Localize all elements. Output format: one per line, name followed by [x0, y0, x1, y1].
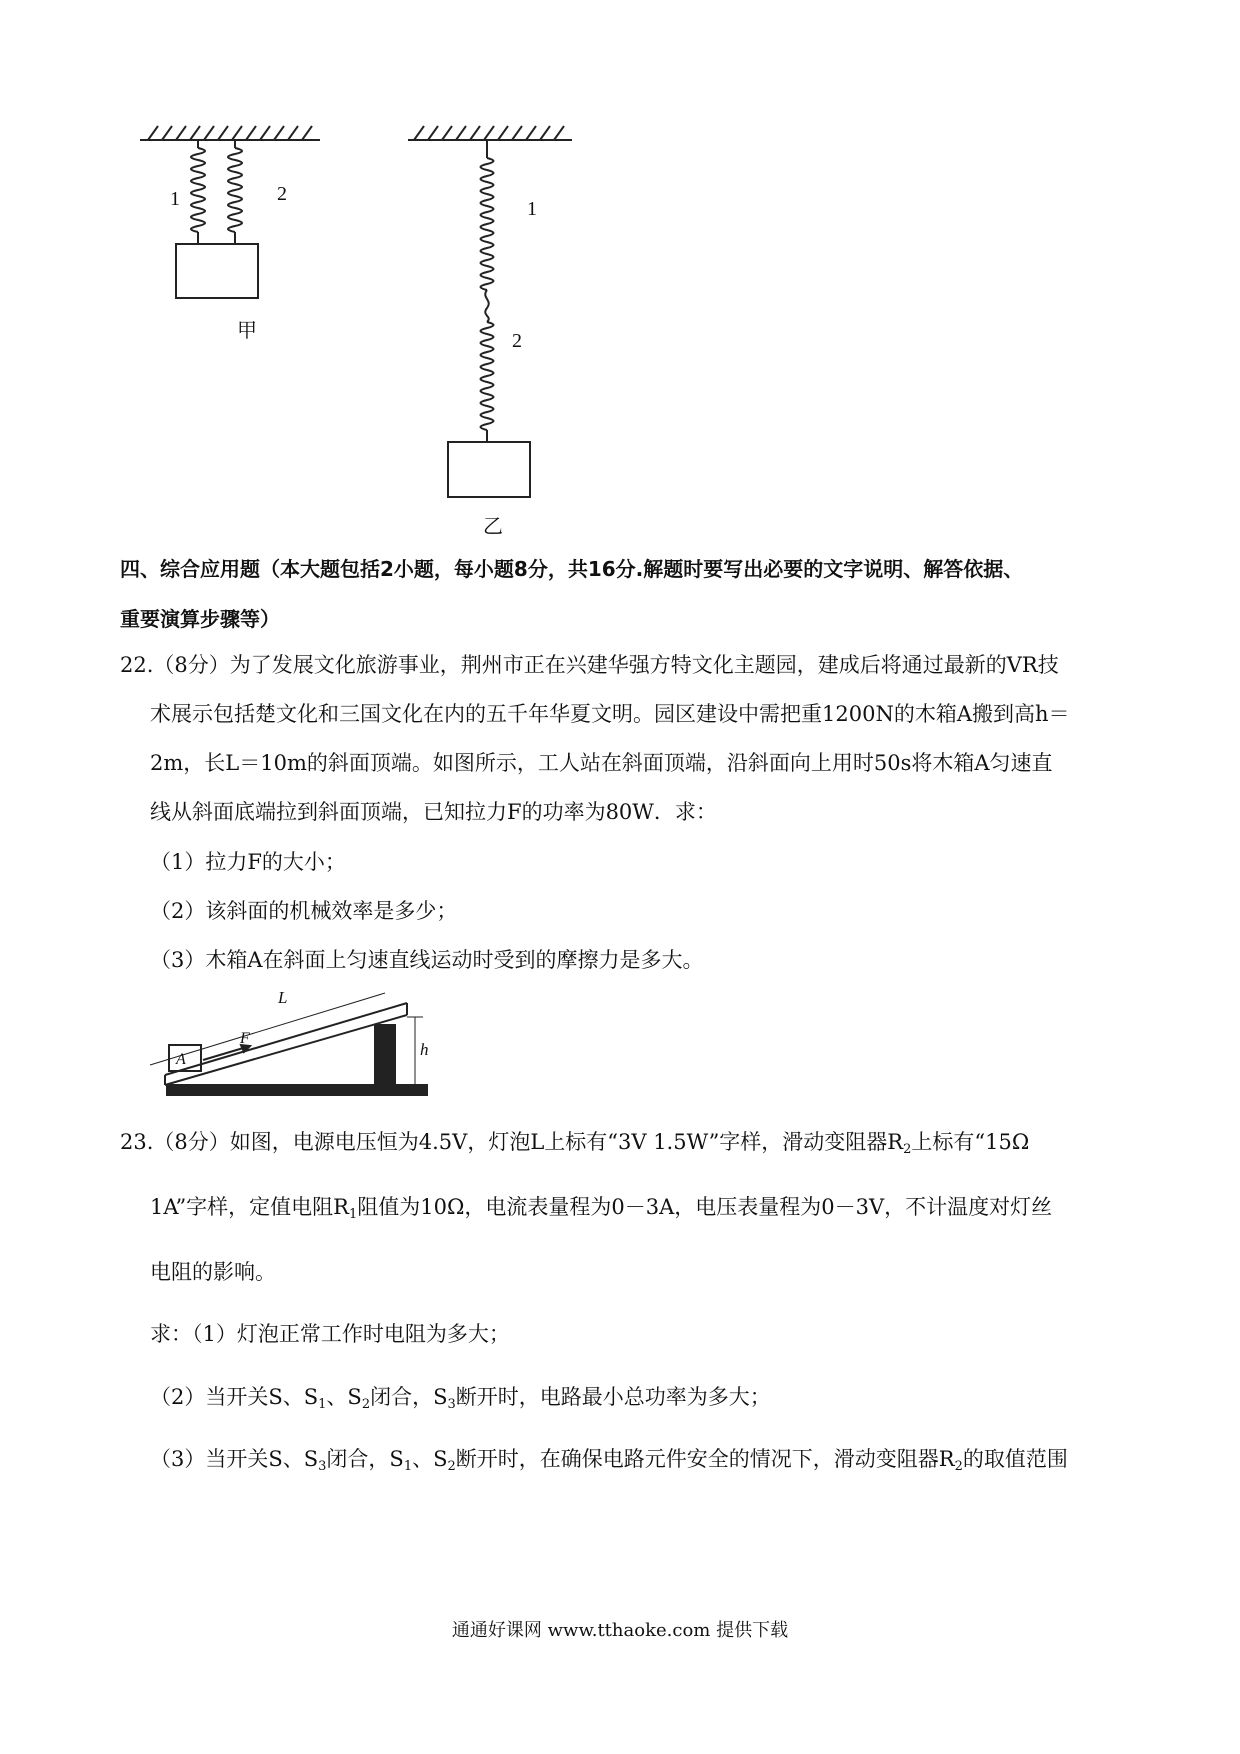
- yi-spring1-label: 1: [527, 198, 537, 220]
- section4-heading-line1: 四、综合应用题（本大题包括2小题，每小题8分，共16分.解题时要写出必要的文字说明、解答依据、: [120, 557, 1024, 581]
- q22-line2: 术展示包括楚文化和三国文化在内的五千年华夏文明。园区建设中需把重1200N的木箱A搬到高h＝: [150, 702, 1070, 726]
- q23-line1-subscript: 2: [903, 1142, 912, 1157]
- q23-sub3-s4: 2: [954, 1459, 963, 1474]
- q23-line1-text-b: 上标有“15Ω: [911, 1130, 1030, 1154]
- figure-yi-springs-series: [400, 120, 580, 500]
- q23-sub2: [150, 1381, 771, 1412]
- q23-sub3-s3: 3: [318, 1459, 327, 1474]
- incline-label-L: L: [278, 988, 288, 1007]
- q23-line3: 电阻的影响。: [150, 1260, 276, 1284]
- q22-line3: 2m，长L＝10m的斜面顶端。如图所示，工人站在斜面顶端，沿斜面向上用时50s将木箱A匀速直: [150, 751, 1053, 775]
- q23-sub3-d: 断开时，在确保电路元件安全的情况下，滑动变阻器R: [455, 1447, 955, 1471]
- figure-jia-springs-parallel: [140, 120, 320, 350]
- yi-spring2-label: 2: [512, 330, 522, 352]
- q22-sub2: （2）该斜面的机械效率是多少；: [150, 899, 458, 923]
- q23-sub2-d: 断开时，电路最小总功率为多大；: [455, 1385, 771, 1409]
- q23-sub2-b: 、S: [326, 1385, 362, 1409]
- q23-sub3: [150, 1443, 1068, 1474]
- q23-sub2-s2: 2: [361, 1397, 371, 1412]
- q23-line2-text-b: 阻值为10Ω，电流表量程为0－3A，电压表量程为0－3V，不计温度对灯丝: [357, 1195, 1053, 1219]
- incline-label-h: h: [420, 1040, 429, 1059]
- q23-line2: [150, 1191, 1052, 1222]
- q23-line2-text-a: 1A”字样，定值电阻R: [150, 1195, 349, 1219]
- q23-sub1: 求：（1）灯泡正常工作时电阻为多大；: [150, 1322, 510, 1346]
- q23-sub2-a: （2）当开关S、S: [150, 1385, 319, 1409]
- q23-sub2-c: 闭合，S: [370, 1385, 448, 1409]
- incline-label-A: A: [176, 1051, 186, 1068]
- q23-sub3-a: （3）当开关S、S: [150, 1447, 319, 1471]
- figure-incline: [145, 985, 450, 1100]
- incline-label-F: F: [240, 1030, 250, 1047]
- q23-sub2-s3: 3: [447, 1397, 456, 1412]
- q23-line2-subscript: 1: [349, 1207, 358, 1222]
- q22-sub1: （1）拉力F的大小；: [150, 850, 346, 874]
- q23-sub2-s1: 1: [318, 1397, 327, 1412]
- q23-line1: [120, 1126, 1029, 1157]
- section4-heading-line2: 重要演算步骤等）: [120, 607, 280, 631]
- jia-spring1-label: 1: [170, 188, 180, 210]
- q23-sub3-s2: 2: [447, 1459, 456, 1474]
- q23-sub3-c: 、S: [412, 1447, 448, 1471]
- q22-line4: 线从斜面底端拉到斜面顶端，已知拉力F的功率为80W．求：: [150, 800, 717, 824]
- yi-caption: 乙: [483, 514, 503, 538]
- q22-line1: 22.（8分）为了发展文化旅游事业，荆州市正在兴建华强方特文化主题园，建成后将通过最新的VR技: [120, 653, 1059, 677]
- page-footer: 通通好课网 www.tthaoke.com 提供下载: [451, 1620, 789, 1641]
- jia-spring2-label: 2: [277, 183, 287, 205]
- q23-line1-text-a: 23.（8分）如图，电源电压恒为4.5V，灯泡L上标有“3V 1.5W”字样，滑动变阻器R: [120, 1130, 904, 1154]
- q23-sub3-s1: 1: [403, 1459, 413, 1474]
- q23-sub3-b: 闭合，S: [326, 1447, 404, 1471]
- q22-sub3: （3）木箱A在斜面上匀速直线运动时受到的摩擦力是多大。: [150, 948, 704, 972]
- q23-sub3-e: 的取值范围: [962, 1447, 1068, 1471]
- jia-caption: 甲: [237, 318, 257, 342]
